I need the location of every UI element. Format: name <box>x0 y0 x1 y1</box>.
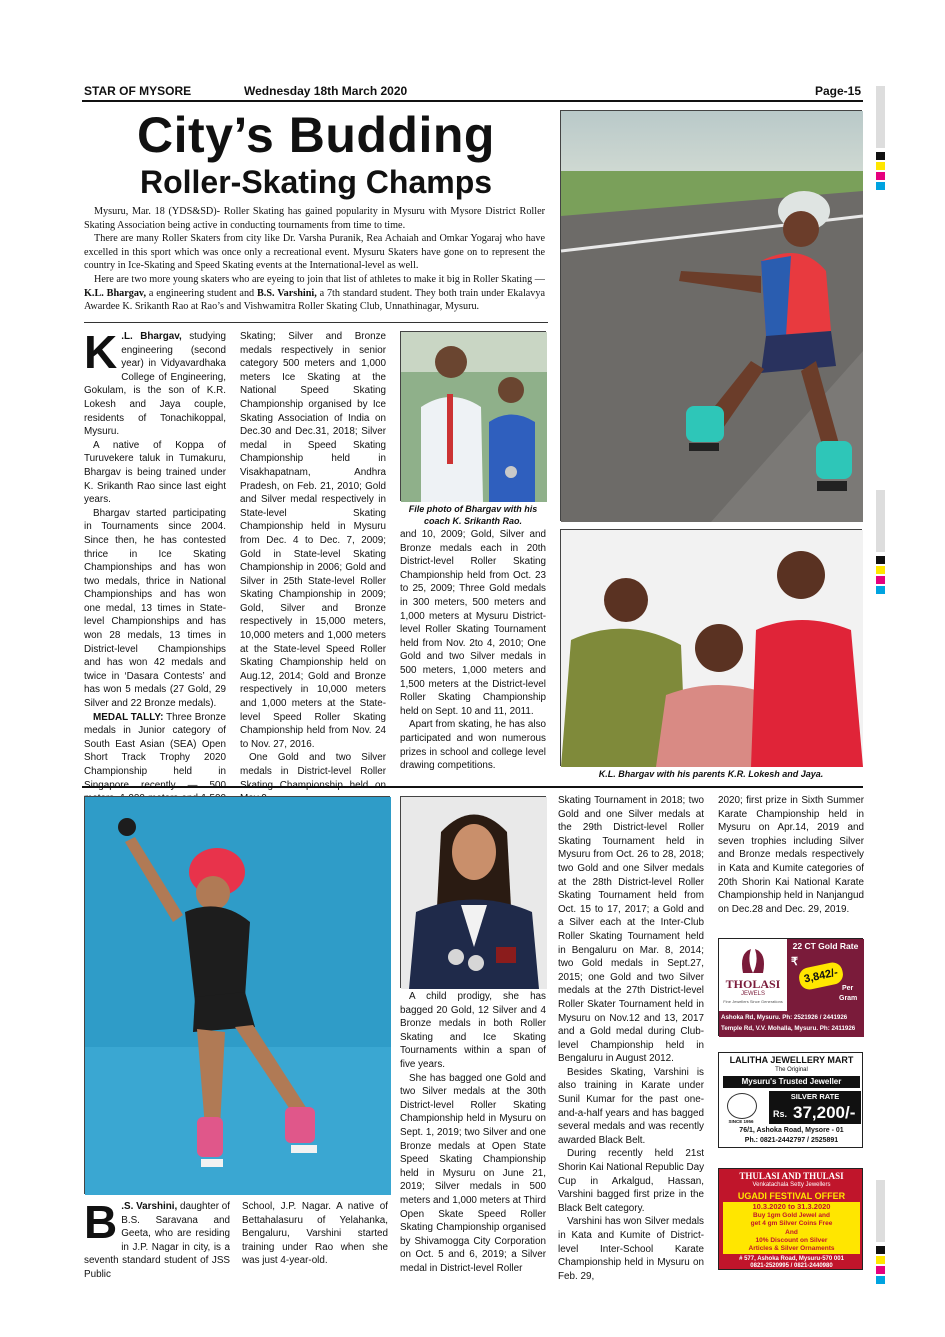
varshini-column-4 <box>558 794 704 1280</box>
varshini-col3-p1: A child prodigy, she has bagged 20 Gold, 12 Silver and 4 Bronze medals in both Roller Skating and Ice Skating Tournaments within a span of five years. <box>400 991 546 1070</box>
bhargav-col2-p1: Skating; Silver and Bronze medals respectively in senior category 500 meters and 1,000 meters Ice Skating at the National Speed Skating Championship organised by Ice Skating Association of India on Dec.30 and Dec.31, 2018; Silver medal in Speed Skating Championship held in Visakhapatnam, Andhra Pradesh, on Feb. 21, 2010; Gold and Silver medal respectively in State-level Skating Championship held in Mysuru from Dec. 4 to Dec. 7, 2009; Gold in State-level Skating Championship in 2006; Gold and Silver in 25th State-level Roller Skating Championship in 2009; Gold, Silver and Bronze respectively in 15,000 meters, 10,000 meters and 1,000 meters at the State-level Speed Roller Skating Championship held on Aug.12, 2014; Gold and Bronze respectively in 10,000 meters and 1,000 meters at the State-level Speed Roller Skating Championship held from Nov. 24 to Nov. 27, 2016. <box>240 331 386 750</box>
tholasi-gram: Gram <box>839 995 858 1002</box>
tholasi-rate-title: 22 CT Gold Rate <box>792 941 859 951</box>
reg-yellow-2 <box>876 566 885 574</box>
varshini-col3-p2: She has bagged one Gold and two Silver medals at the 30th District-level Roller Skating Championship held in Mysuru on Sept. 1, 2019; two Silver and one Bronze medals at Open State Speed Skating Championship held in Mysuru on June 21, 2019; Silver medals in 500 meters and 1,000 meters at Third Open Skate Speed Roller Skating Championship organised by Shivamogga City Corporation on Oct. 5 and 6, 2019; a Silver medal in District-level Roller <box>400 1072 546 1274</box>
thulasi-line-2: get 4 gm Silver Coins Free <box>750 1220 833 1228</box>
thulasi-line-5: Articles & Silver Ornaments <box>748 1245 835 1253</box>
tholasi-rate-box <box>787 939 864 1011</box>
caption-parents: K.L. Bhargav with his parents K.R. Lokesh and Jaya. <box>598 769 824 779</box>
photo-bhargav-skating <box>560 110 862 521</box>
varshini-column-3 <box>400 990 546 1280</box>
thulasi-address: # 577, Ashoka Road, Mysuru-570 001 <box>739 1256 844 1262</box>
tholasi-price: 3,842/- <box>797 961 845 992</box>
photo-bhargav-parents <box>560 529 862 766</box>
intro-rule <box>84 322 548 323</box>
reg-black-3 <box>876 1246 885 1254</box>
headline-line-2: Roller-Skating Champs <box>139 164 493 200</box>
varshini-col4-p3: During recently held 21st Shorin Kai National Republic Day Cup in Arkalgud, Hassan, Varshini bagged first prize in the Black Belt category. <box>558 1148 705 1214</box>
intro-text <box>84 205 545 314</box>
tholasi-sub: JEWELS <box>740 991 765 997</box>
bhargav-name: .L. Bhargav, <box>121 331 182 342</box>
bhargav-p3: Bhargav started participating in Tournaments since 2004. Since then, he has contested thrice in Ice Skating Championships and has won two medals, thrice in National Championships and has won one medal, 13 times in State-level Championships and has won 28 medals, 13 times in District-level Championships and has won 42 medals and twice in ‘Dasara Contests’ and has won 5 medals (27 Gold, 29 Silver and 22 Bronze medals). <box>84 507 226 710</box>
lalitha-address: 76/1, Ashoka Road, Mysore - 01 <box>739 1127 844 1134</box>
varshini-column-5 <box>718 794 864 934</box>
tholasi-address-box <box>719 1011 864 1037</box>
reg-cyan-1 <box>876 182 885 190</box>
varshini-col4-p2: Besides Skating, Varshini is also training in Karate under Sunil Kumar for the past one-and-a-half years and has bagged several medals and was recently awarded Black Belt. <box>558 1066 704 1146</box>
tholasi-swan-icon <box>719 943 787 979</box>
bhargav-coach-illustration <box>401 332 547 502</box>
lalitha-price-box <box>769 1102 861 1124</box>
varshini-col4-p1: Skating Tournament in 2018; two Gold and one Silver medals at the 29th District-level Roller Skating Tournament held in Mysuru from Oct. 26 to 28, 2018; two Gold and one Silver medals at the 28th District-level Roller Skating Tournament held from Oct. 15 to 17, 2017; a Gold and a Silver each at the Inter-Club Roller Skating Tournament held in Bengaluru on Mar. 8, 2014; two Gold medals in Sept.27, 2015; one Gold and two Silver medals at the 27th District-level Roller Skater Tournament held in Mysuru on Nov.12 and 13, 2017 and a Gold medal during Club-level Championship held in Bengaluru in August 2012. <box>558 795 704 1065</box>
reg-cyan-3 <box>876 1276 885 1284</box>
lalitha-rate-title: SILVER RATE <box>769 1091 861 1102</box>
thulasi-line-3: And <box>785 1228 798 1236</box>
lalitha-brand: LALITHA JEWELLERY MART <box>729 1055 854 1065</box>
paper-name: STAR OF MYSORE <box>84 84 192 98</box>
bhargav-column-1 <box>84 326 226 782</box>
bhargav-column-2 <box>240 330 386 782</box>
reg-yellow-3 <box>876 1256 885 1264</box>
reg-yellow-1 <box>876 162 885 170</box>
photo-varshini-skating <box>84 796 390 1194</box>
reg-magenta-2 <box>876 576 885 584</box>
intro-p3-b: a engineering student and <box>146 287 257 299</box>
reg-cyan-2 <box>876 586 885 594</box>
lalitha-sub: The Original <box>775 1067 808 1073</box>
registration-bar-2 <box>876 490 885 552</box>
intro-paragraph-2: There are many Roller Skaters from city like Dr. Varsha Puranik, Rea Achaiah and Omkar Yogaraj who have excelled in this sport which was once only a recreational event. Mysuru Skaters have gone on to represent the country in Ice-Skating and Speed Skating events at the International-level as well. <box>84 233 545 272</box>
lalitha-tag: Mysuru's Trusted Jeweller <box>723 1076 860 1088</box>
varshini-column-2 <box>242 1200 388 1280</box>
tholasi-address-2: Temple Rd, V.V. Mohalla, Mysuru. Ph: 2411926 <box>721 1025 856 1032</box>
intro-p3-a: Here are two more young skaters who are eyeing to join that list of athletes to make it big in Roller Skating — <box>94 273 545 285</box>
dropcap-k: K <box>84 326 118 378</box>
varshini-col5-p1: 2020; first prize in Sixth Summer Karate Championship held in Mysuru on Apr.14, 2019 and seven trophies including Silver and Bronze medals respectively in Kata and Kumite categories of 20th Shorin Kai National Karate Championship held in Nanjangud on Dec.28 and Dec. 29, 2019. <box>718 795 864 915</box>
intro-name-bhargav: K.L. Bhargav, <box>84 287 146 299</box>
varshini-lead <box>84 1196 230 1282</box>
reg-magenta-3 <box>876 1266 885 1274</box>
varshini-name: .S. Varshini, <box>121 1201 178 1212</box>
tholasi-address-1: Ashoka Rd, Mysuru. Ph: 2521926 / 2441926 <box>721 1014 848 1021</box>
registration-bar-3 <box>876 1180 885 1242</box>
intro-paragraph-1: Mysuru, Mar. 18 (YDS&SD)- Roller Skating has gained popularity in Mysuru with Mysore District Roller Skating Association being active in conducting tournaments from time to time. <box>84 206 545 231</box>
bhargav-p1: studying engineering (second year) in Vidyavardhaka College of Engineering, Gokulam, is the son of K.R. Lokesh and Jaya couple, residents of Tonachikoppal, Mysuru. <box>84 331 226 438</box>
thulasi-offer-box <box>723 1202 860 1254</box>
ad-lalitha-jewellery[interactable] <box>718 1052 863 1148</box>
registration-bar-1 <box>876 86 885 148</box>
thulasi-phone: 0821-2520995 / 0821-2440980 <box>750 1263 833 1269</box>
lalitha-phone: Ph.: 0821-2442797 / 2525891 <box>744 1137 839 1144</box>
intro-name-varshini: B.S. Varshini, <box>256 287 317 299</box>
section-rule <box>82 786 863 788</box>
caption-coach: File photo of Bhargav with his coach K. Srikanth Rao. <box>408 504 538 526</box>
headline-line-1: City’s Budding <box>137 107 495 163</box>
bhargav-column-3 <box>400 528 546 782</box>
varshini-portrait-illustration <box>401 797 547 989</box>
tholasi-logo-area <box>719 939 787 1011</box>
bhargav-col3-p1: and 10, 2009; Gold, Silver and Bronze medals each in 20th District-level Roller Skating Championship held from Oct. 23 to 25, 2009; Three Gold medals in 300 meters, 500 meters and 1,000 meters at Mysuru District-level Roller Skating Tournament held from Nov. 2to 4, 2010; One Gold and two Silver medals in 500 meters, 1,000 meters and 1,500 meters at the District-level Roller Skating Championship held on Sept. 10 and 11, 2011. <box>400 529 546 717</box>
thulasi-line-4: 10% Discount on Silver <box>755 1236 828 1244</box>
thulasi-sub: Venkatachala Setty Jewellers <box>752 1182 831 1188</box>
thulasi-brand: THULASI AND THULASI <box>739 1171 844 1181</box>
bhargav-p4-text: Three Bronze medals in Junior category of South East Asian (SEA) Open Short Track Trophy 2020 Championship held in <box>84 711 226 777</box>
medal-tally-label: MEDAL TALLY: <box>93 711 164 723</box>
intro-p3-c: a 7th standard student. They both train under Ekalavya Awardee K. Srikanth Rao at Rao’s and Vishwamitra Roller Skating Club, Unnathinagar, Mysuru. <box>84 287 546 313</box>
reg-black-1 <box>876 152 885 160</box>
tholasi-tagline: Fine Jewellers Since Generations <box>723 999 783 1004</box>
issue-date: Wednesday 18th March 2020 <box>244 84 408 98</box>
varshini-col4-p4: Varshini has won Silver medals in Kata and Kumite of District-level Inter-School Karate Championship held in Mysuru on Feb. 29, <box>558 1216 704 1282</box>
photo-varshini-portrait <box>400 796 546 988</box>
dropcap-b: B <box>84 1196 118 1248</box>
bhargav-parents-illustration <box>561 530 863 767</box>
header-rule <box>82 100 863 102</box>
bhargav-col3-p2: Apart from skating, he has also participated and won numerous prizes in school and college level drawing competitions. <box>400 719 546 772</box>
tholasi-brand: THOLASI <box>725 977 781 991</box>
page-number: Page-15 <box>815 84 862 98</box>
intro-paragraph-3 <box>84 273 545 314</box>
varshini-col2-p1: School, J.P. Nagar. A native of Bettahalasuru of Yelahanka, Bengaluru, Varshini started training under Rao when she was just 4-year-old. <box>242 1201 388 1267</box>
bhargav-p2: A native of Koppa of Turuvekere taluk in Tumakuru, Bhargav is being trained under K. Srikanth Rao since last eight years. <box>84 439 226 506</box>
varshini-p1: daughter of B.S. Saravana and Geeta, who are residing in J.P. Nagar in city, is a seventh standard student of JSS Public <box>84 1201 230 1280</box>
tholasi-currency: ₹ <box>791 956 798 968</box>
lalitha-since: SINCE 1956 <box>728 1119 754 1124</box>
lalitha-price-prefix: Rs. <box>773 1109 788 1119</box>
reg-black-2 <box>876 556 885 564</box>
bhargav-col2-p2: One Gold and two Silver medals in District-level Roller <box>240 752 386 777</box>
lalitha-price: 37,200/- <box>793 1103 856 1122</box>
thulasi-offer: UGADI FESTIVAL OFFER <box>737 1191 846 1201</box>
ad-tholasi[interactable] <box>718 938 863 1036</box>
reg-magenta-1 <box>876 172 885 180</box>
tholasi-per: Per <box>842 985 854 992</box>
ad-thulasi[interactable] <box>718 1168 863 1270</box>
photo-bhargav-coach <box>400 331 546 501</box>
thulasi-line-1: Buy 1gm Gold Jewel and <box>753 1212 830 1219</box>
bhargav-skating-illustration <box>561 111 863 522</box>
thulasi-dates: 10.3.2020 to 31.3.2020 <box>752 1202 831 1211</box>
varshini-skating-illustration <box>85 797 391 1195</box>
varshini-column-1 <box>84 1196 230 1280</box>
bhargav-lead <box>84 326 226 439</box>
lalitha-emblem-icon <box>727 1093 757 1119</box>
